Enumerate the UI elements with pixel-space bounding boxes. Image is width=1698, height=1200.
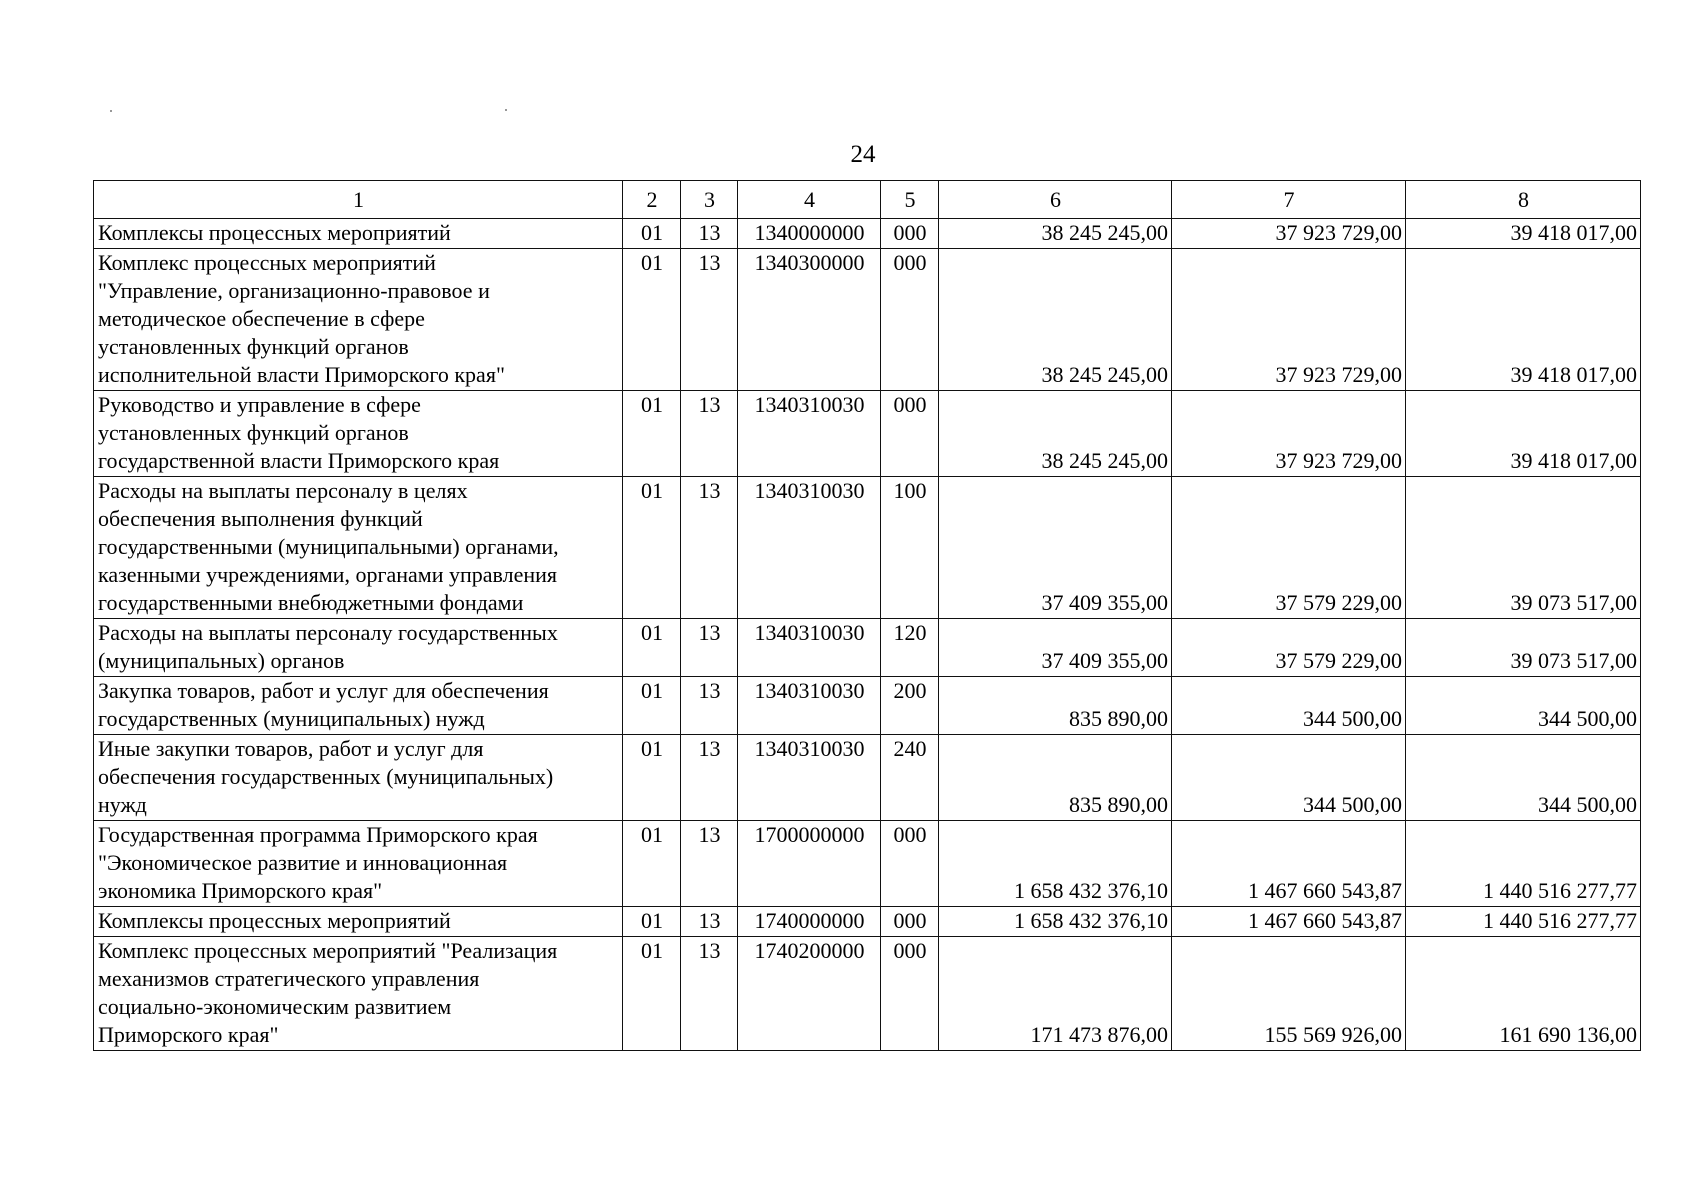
- expense-name-cell: [94, 249, 623, 391]
- expense-name-cell: [94, 821, 623, 907]
- expense-name-line: государственных (муниципальных) нужд: [98, 706, 485, 731]
- expense-name-line: социально-экономическим развитием: [98, 994, 452, 1019]
- amount-cell-col6: 37 409 355,00: [939, 619, 1172, 677]
- amount-cell-col8: 39 418 017,00: [1406, 249, 1641, 391]
- expense-name-line: исполнительной власти Приморского края": [98, 362, 505, 387]
- budget-table-body: [94, 181, 1641, 1051]
- amount-cell-col6: 38 245 245,00: [939, 219, 1172, 249]
- expense-name-line: Комплексы процессных мероприятий: [98, 908, 451, 933]
- amount-cell-col7: 1 467 660 543,87: [1172, 907, 1406, 937]
- page-number: 24: [850, 141, 876, 168]
- amount-cell-col6: 37 409 355,00: [939, 477, 1172, 619]
- amount-cell-col7: 344 500,00: [1172, 735, 1406, 821]
- expense-name-cell: [94, 937, 623, 1051]
- amount-cell-col8: 39 418 017,00: [1406, 219, 1641, 249]
- target-article-code-cell: 1340310030: [738, 735, 881, 821]
- header-cell: 6: [939, 181, 1172, 219]
- target-article-code-cell: 1340310030: [738, 619, 881, 677]
- subsection-code-cell: 13: [681, 219, 738, 249]
- header-cell: 2: [623, 181, 681, 219]
- header-cell: 4: [738, 181, 881, 219]
- expense-name-line: государственными внебюджетными фондами: [98, 590, 524, 615]
- expense-name-cell: [94, 907, 623, 937]
- expense-name-line: Комплекс процессных мероприятий: [98, 250, 436, 275]
- subsection-code-cell: 13: [681, 477, 738, 619]
- amount-cell-col6: 1 658 432 376,10: [939, 821, 1172, 907]
- expense-type-code-cell: 000: [881, 937, 939, 1051]
- expense-type-code-cell: 120: [881, 619, 939, 677]
- expense-name-line: Закупка товаров, работ и услуг для обеспечения: [98, 678, 549, 703]
- amount-cell-col6: 835 890,00: [939, 677, 1172, 735]
- amount-cell-col6: 1 658 432 376,10: [939, 907, 1172, 937]
- amount-cell-col6: 38 245 245,00: [939, 391, 1172, 477]
- section-code-cell: 01: [623, 821, 681, 907]
- expense-name-cell: [94, 219, 623, 249]
- table-row: [94, 619, 1641, 677]
- expense-name-line: установленных функций органов: [98, 334, 409, 359]
- subsection-code-cell: 13: [681, 907, 738, 937]
- amount-cell-col8: 39 418 017,00: [1406, 391, 1641, 477]
- expense-name-line: "Управление, организационно-правовое и: [98, 278, 490, 303]
- amount-cell-col8: 39 073 517,00: [1406, 477, 1641, 619]
- subsection-code-cell: 13: [681, 619, 738, 677]
- table-row: [94, 677, 1641, 735]
- amount-cell-col7: 37 923 729,00: [1172, 249, 1406, 391]
- amount-cell-col7: 37 923 729,00: [1172, 391, 1406, 477]
- expense-name-line: нужд: [98, 792, 147, 817]
- expense-name-line: Государственная программа Приморского края: [98, 822, 538, 847]
- section-code-cell: 01: [623, 619, 681, 677]
- target-article-code-cell: 1340310030: [738, 391, 881, 477]
- expense-name-line: Иные закупки товаров, работ и услуг для: [98, 736, 484, 761]
- expense-name-line: государственными (муниципальными) органами,: [98, 534, 559, 559]
- subsection-code-cell: 13: [681, 391, 738, 477]
- subsection-code-cell: 13: [681, 677, 738, 735]
- target-article-code-cell: 1740200000: [738, 937, 881, 1051]
- amount-cell-col8: 344 500,00: [1406, 735, 1641, 821]
- table-row: [94, 937, 1641, 1051]
- scan-speck: [505, 109, 507, 111]
- amount-cell-col8: 161 690 136,00: [1406, 937, 1641, 1051]
- section-code-cell: 01: [623, 907, 681, 937]
- expense-name-line: "Экономическое развитие и инновационная: [98, 850, 508, 875]
- target-article-code-cell: 1340000000: [738, 219, 881, 249]
- expense-type-code-cell: 000: [881, 249, 939, 391]
- expense-type-code-cell: 000: [881, 391, 939, 477]
- target-article-code-cell: 1740000000: [738, 907, 881, 937]
- amount-cell-col7: 37 579 229,00: [1172, 619, 1406, 677]
- section-code-cell: 01: [623, 677, 681, 735]
- expense-type-code-cell: 240: [881, 735, 939, 821]
- expense-type-code-cell: 000: [881, 219, 939, 249]
- expense-type-code-cell: 000: [881, 821, 939, 907]
- expense-type-code-cell: 200: [881, 677, 939, 735]
- section-code-cell: 01: [623, 249, 681, 391]
- amount-cell-col7: 155 569 926,00: [1172, 937, 1406, 1051]
- header-cell: 8: [1406, 181, 1641, 219]
- expense-name-line: (муниципальных) органов: [98, 648, 345, 673]
- amount-cell-col7: 37 579 229,00: [1172, 477, 1406, 619]
- scan-speck: [110, 110, 112, 112]
- amount-cell-col6: 171 473 876,00: [939, 937, 1172, 1051]
- target-article-code-cell: 1340310030: [738, 677, 881, 735]
- amount-cell-col7: 344 500,00: [1172, 677, 1406, 735]
- expense-name-line: Расходы на выплаты персоналу в целях: [98, 478, 468, 503]
- amount-cell-col8: 1 440 516 277,77: [1406, 907, 1641, 937]
- expense-name-line: экономика Приморского края": [98, 878, 383, 903]
- subsection-code-cell: 13: [681, 937, 738, 1051]
- target-article-code-cell: 1700000000: [738, 821, 881, 907]
- expense-name-line: казенными учреждениями, органами управления: [98, 562, 558, 587]
- expense-name-cell: [94, 391, 623, 477]
- amount-cell-col8: 1 440 516 277,77: [1406, 821, 1641, 907]
- budget-table: [93, 180, 1641, 1051]
- expense-name-cell: [94, 677, 623, 735]
- section-code-cell: 01: [623, 937, 681, 1051]
- amount-cell-col6: 38 245 245,00: [939, 249, 1172, 391]
- header-cell: 3: [681, 181, 738, 219]
- section-code-cell: 01: [623, 477, 681, 619]
- header-cell: 1: [94, 181, 623, 219]
- subsection-code-cell: 13: [681, 249, 738, 391]
- subsection-code-cell: 13: [681, 735, 738, 821]
- section-code-cell: 01: [623, 219, 681, 249]
- expense-name-line: методическое обеспечение в сфере: [98, 306, 425, 331]
- amount-cell-col7: 1 467 660 543,87: [1172, 821, 1406, 907]
- expense-name-line: установленных функций органов: [98, 420, 409, 445]
- expense-name-cell: [94, 735, 623, 821]
- expense-name-line: Руководство и управление в сфере: [98, 392, 421, 417]
- expense-name-line: Приморского края": [98, 1022, 279, 1047]
- expense-name-line: Комплексы процессных мероприятий: [98, 220, 451, 245]
- amount-cell-col8: 344 500,00: [1406, 677, 1641, 735]
- table-row: [94, 907, 1641, 937]
- expense-type-code-cell: 100: [881, 477, 939, 619]
- expense-name-cell: [94, 477, 623, 619]
- expense-name-line: механизмов стратегического управления: [98, 966, 480, 991]
- column-number-header-row: [94, 181, 1641, 219]
- subsection-code-cell: 13: [681, 821, 738, 907]
- section-code-cell: 01: [623, 391, 681, 477]
- expense-type-code-cell: 000: [881, 907, 939, 937]
- header-cell: 7: [1172, 181, 1406, 219]
- target-article-code-cell: 1340310030: [738, 477, 881, 619]
- table-row: [94, 219, 1641, 249]
- table-row: [94, 821, 1641, 907]
- amount-cell-col6: 835 890,00: [939, 735, 1172, 821]
- table-row: [94, 477, 1641, 619]
- expense-name-line: обеспечения выполнения функций: [98, 506, 423, 531]
- amount-cell-col7: 37 923 729,00: [1172, 219, 1406, 249]
- expense-name-line: обеспечения государственных (муниципальных): [98, 764, 554, 789]
- target-article-code-cell: 1340300000: [738, 249, 881, 391]
- table-row: [94, 249, 1641, 391]
- expense-name-line: Комплекс процессных мероприятий "Реализация: [98, 938, 558, 963]
- expense-name-line: Расходы на выплаты персоналу государственных: [98, 620, 558, 645]
- section-code-cell: 01: [623, 735, 681, 821]
- amount-cell-col8: 39 073 517,00: [1406, 619, 1641, 677]
- header-cell: 5: [881, 181, 939, 219]
- table-row: [94, 735, 1641, 821]
- table-row: [94, 391, 1641, 477]
- expense-name-line: государственной власти Приморского края: [98, 448, 500, 473]
- expense-name-cell: [94, 619, 623, 677]
